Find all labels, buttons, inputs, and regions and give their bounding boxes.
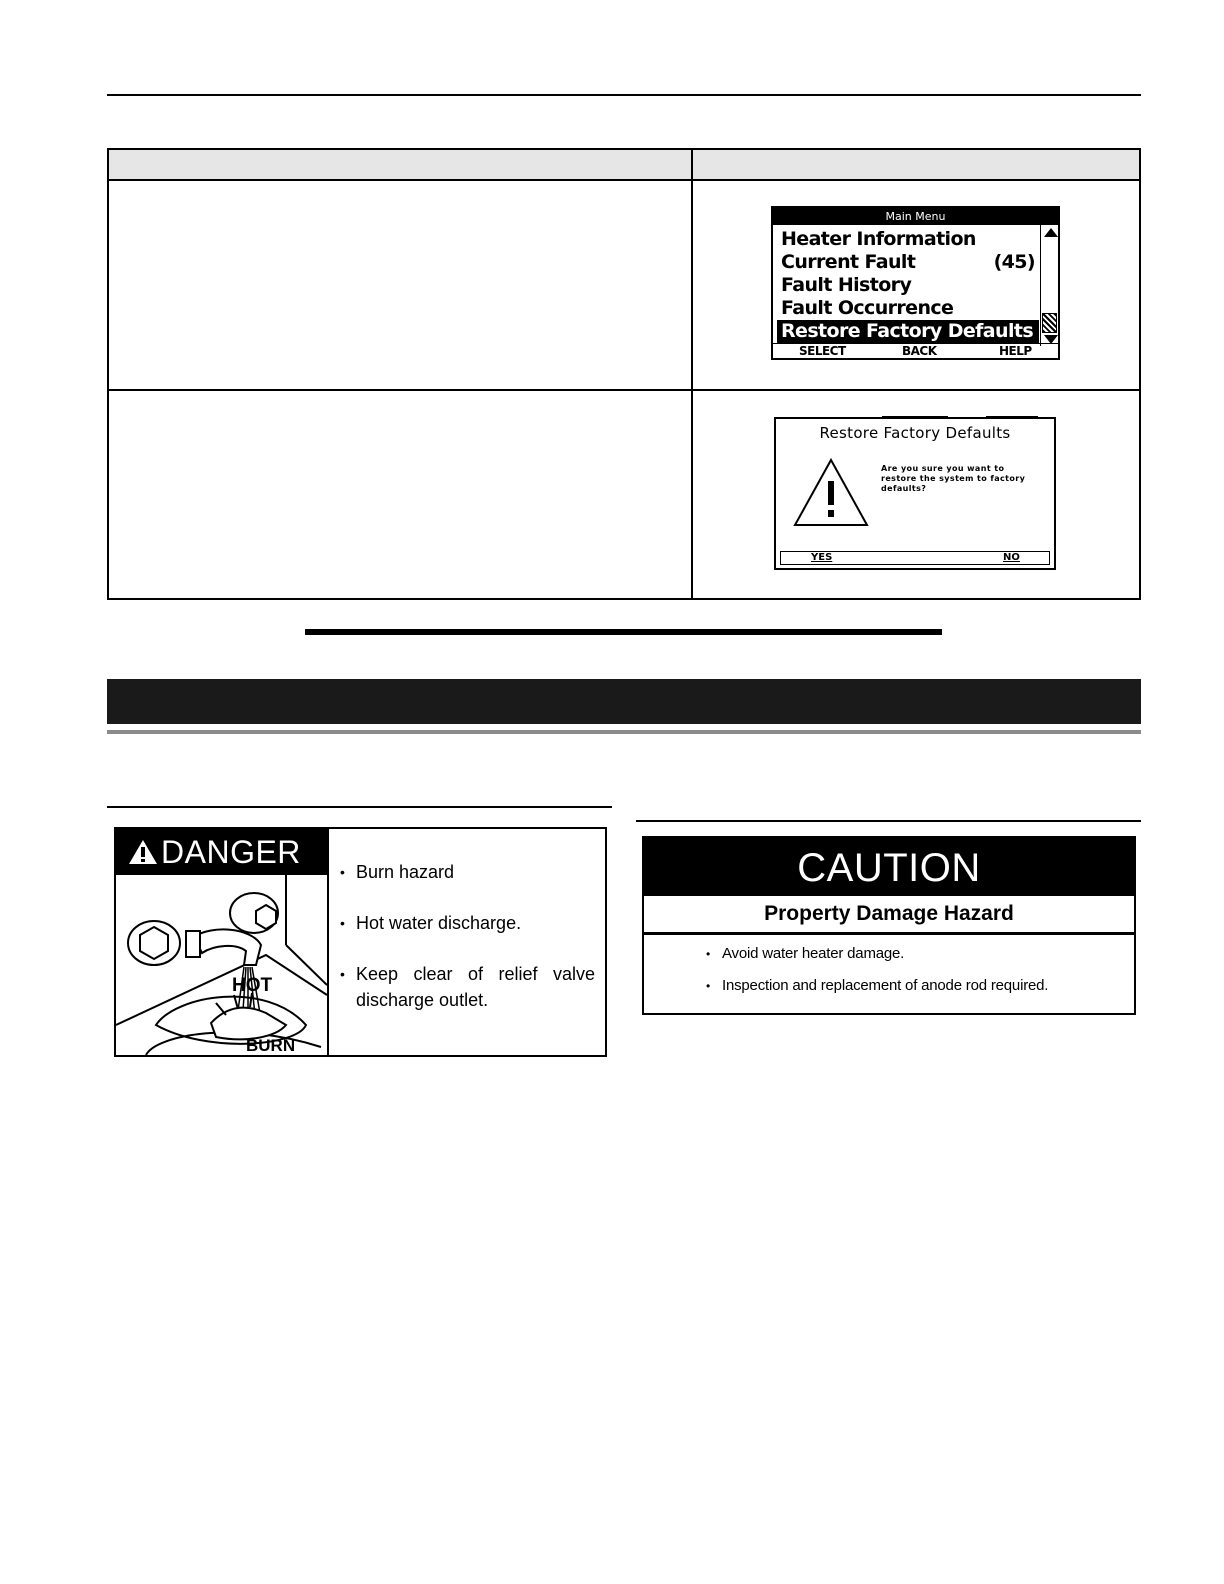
current-fault-count: (45) — [993, 251, 1035, 273]
faucet-burn-icon — [116, 875, 327, 1055]
danger-bullet: • Keep clear of relief valve discharge outlet. — [340, 961, 595, 1013]
dialog-button-bar — [780, 551, 1050, 565]
restore-defaults-dialog — [774, 417, 1056, 570]
scroll-thumb[interactable] — [1042, 313, 1057, 333]
dialog-tab-mark — [986, 416, 1038, 419]
table-column-divider — [691, 150, 693, 598]
yes-button[interactable]: YES — [811, 552, 833, 563]
hot-water-burn-illustration — [116, 875, 329, 1055]
dialog-message-line: defaults? — [881, 484, 927, 493]
lcd-softkey-bar — [773, 343, 1058, 358]
section-heading-underline — [107, 730, 1141, 734]
lcd-menu-list — [777, 228, 1039, 343]
hot-text: HOT — [232, 975, 273, 996]
lcd-scrollbar[interactable] — [1040, 225, 1058, 346]
right-column-rule — [636, 820, 1141, 822]
table-header-row — [109, 150, 1139, 181]
warning-triangle-icon — [792, 457, 870, 529]
lcd-menu-item-label: Fault History — [781, 274, 912, 296]
caution-bullet: • Inspection and replacement of anode rod required. — [706, 976, 1126, 996]
lcd-menu-item-label: Heater Information — [781, 228, 976, 250]
scroll-up-arrow-icon[interactable] — [1044, 228, 1058, 237]
danger-label — [114, 827, 607, 1057]
lcd-menu-item-restore-factory-defaults[interactable] — [777, 320, 1039, 343]
dialog-tab-mark — [882, 416, 948, 419]
caution-subheading: Property Damage Hazard — [644, 896, 1134, 935]
danger-bullets — [340, 859, 595, 1038]
lcd-menu-item-fault-occurrence[interactable] — [777, 297, 1039, 320]
caution-label — [642, 836, 1136, 1015]
dialog-message — [881, 464, 1051, 494]
lcd-main-menu — [771, 206, 1060, 360]
left-column-rule — [107, 806, 612, 808]
dialog-message-line: Are you sure you want to — [881, 464, 1005, 473]
caution-bullet: • Avoid water heater damage. — [706, 944, 1126, 964]
lcd-menu-item-current-fault[interactable] — [777, 251, 1039, 274]
dialog-message-line: restore the system to factory — [881, 474, 1026, 483]
danger-bullet: • Hot water discharge. — [340, 910, 595, 936]
softkey-back-button[interactable]: BACK — [902, 344, 937, 358]
caution-heading: CAUTION — [644, 838, 1134, 896]
softkey-help-button[interactable]: HELP — [999, 344, 1032, 358]
burn-text: BURN — [246, 1036, 296, 1055]
no-button[interactable]: NO — [1003, 552, 1020, 563]
lcd-menu-item-label: Current Fault — [781, 251, 916, 273]
softkey-select-button[interactable]: SELECT — [799, 344, 846, 358]
table-row-divider — [109, 389, 1139, 391]
danger-alert-icon — [128, 839, 158, 865]
dialog-title: Restore Factory Defaults — [819, 424, 1011, 442]
lcd-menu-title: Main Menu — [773, 208, 1058, 225]
lcd-menu-item-label: Fault Occurrence — [781, 297, 954, 319]
lcd-menu-item-fault-history[interactable] — [777, 274, 1039, 297]
danger-heading: DANGER — [161, 834, 301, 870]
danger-bullet: • Burn hazard — [340, 859, 595, 885]
caution-bullets — [706, 944, 1126, 1008]
lcd-menu-item-heater-information[interactable] — [777, 228, 1039, 251]
section-heading-band — [107, 679, 1141, 724]
danger-header — [116, 829, 329, 875]
top-rule — [107, 94, 1141, 96]
lcd-menu-item-label: Restore Factory Defaults — [781, 320, 1034, 342]
section-divider — [305, 629, 942, 635]
